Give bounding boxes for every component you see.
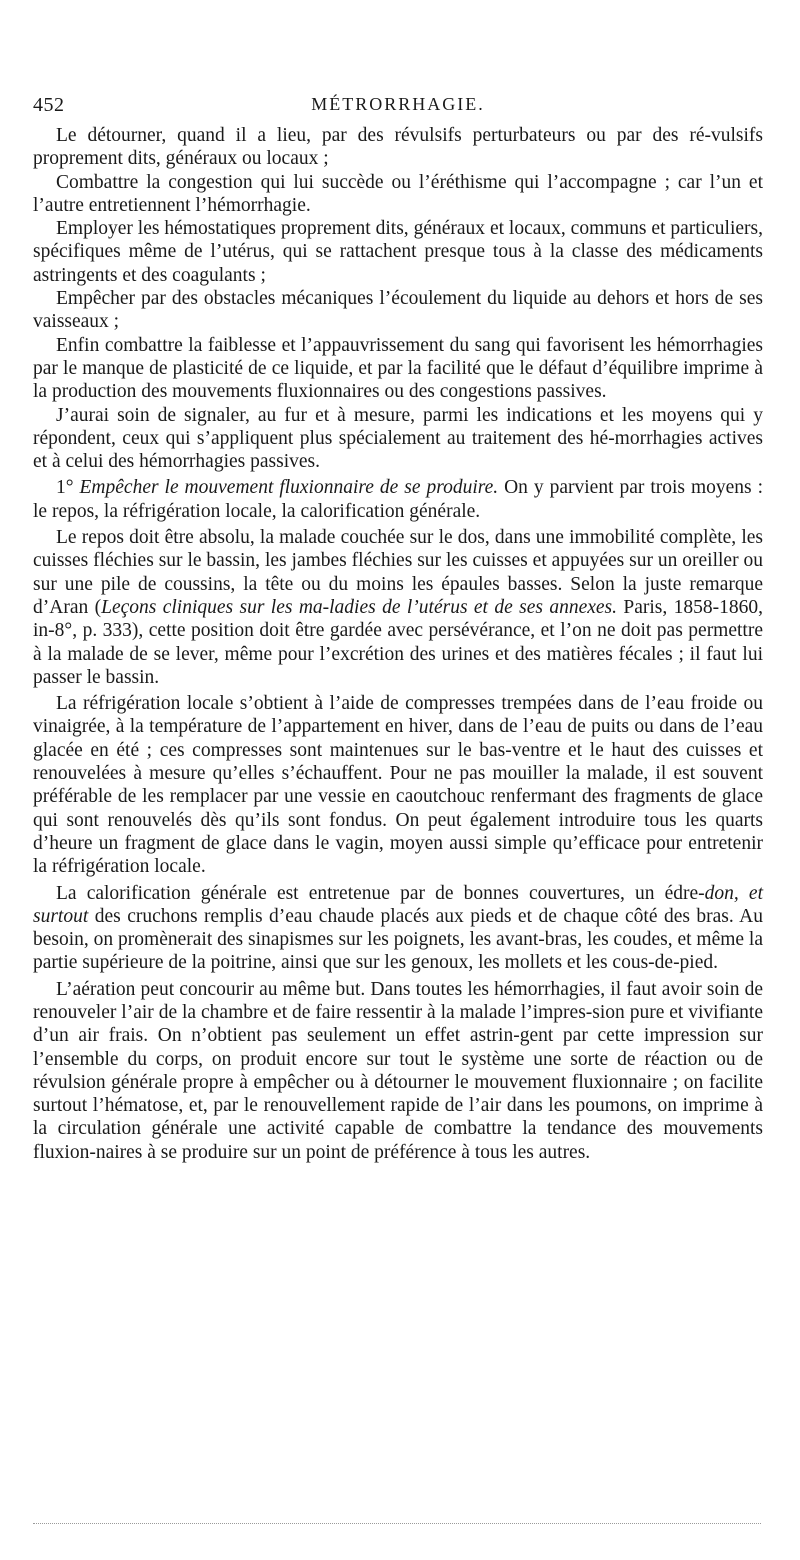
paragraph [33,217,763,287]
paragraph [33,692,763,878]
paragraph-text: Le repos doit être absolu, la malade couchée sur le dos, dans une immobilité complète, les cuisses fléchies sur le bassin, les jambes fléchies sur les cuisses et appuyées sur un oreiller ou sur une pile de coussins, la tête ou du moins les épaules basses. Selon la juste remarque d’Aran ( [33,527,763,618]
paragraph-text: L’aération peut concourir au même but. Dans toutes les hémorrhagies, il faut avoir soin de renouveler l’air de la chambre et de faire ressentir à la malade l’impres-sion pure et vivifiante d’un air frais. On n’obtient pas seulement un effet astrin-gent par cette impression sur l’ensemble du corps, on produit encore sur tout le système une sorte de réaction ou de révulsion générale propre à empêcher ou à détourner le mouvement fluxionnaire ; on facilite surtout l’hématose, et, par le renouvellement rapide de l’air dans les poumons, on imprime à la circulation générale une activité capable de combattre la tendance des mouvements fluxion-naires à se produire sur un point de préférence à tous les autres. [33,978,763,1163]
paragraph [33,526,763,689]
paragraph [33,171,763,218]
body-text [33,124,763,1164]
paragraph-text: On y parvient par trois moyens : le repos, la réfrigération locale, la calorification générale. [33,477,763,522]
paragraph [33,287,763,334]
paragraph-text: des cruchons remplis d’eau chaude placés aux pieds et de chaque côté des bras. Au besoin, on promènerait des sinapismes sur les poignets, les avant-bras, les coudes, et même la partie supérieure de la poitrine, ainsi que sur les genoux, les mollets et les cous-de-pied. [33,905,763,974]
paragraph [33,882,763,975]
paragraph [33,334,763,404]
paragraph [33,978,763,1164]
footer-rule [33,1523,761,1524]
paragraph-text: Enfin combattre la faiblesse et l’appauvrissement du sang qui favorisent les hémorrhagies par le manque de plasticité de ce liquide, et par la facilité que le défaut d’équilibre imprime à la production des mouvements fluxionnaires ou des congestions passives. [33,334,763,403]
italic-phrase: don, et surtout [33,882,763,927]
section-number: 1° [56,477,80,499]
running-head [33,90,763,124]
citation-title: Leçons cliniques sur les ma-ladies de l’utérus et de ses annexes. [101,596,618,618]
paragraph-text: J’aurai soin de signaler, au fur et à mesure, parmi les indications et les moyens qui y répondent, ceux qui s’appliquent plus spécialement au traitement des hé-morrhagies actives et à celui des hémorrhagies passives. [33,404,763,473]
paragraph-text: Combattre la congestion qui lui succède ou l’éréthisme qui l’accompagne ; car l’un et l’autre entretiennent l’hémorrhagie. [33,171,763,216]
paragraph-text: La réfrigération locale s’obtient à l’aide de compresses trempées dans de l’eau froide ou vinaigrée, à la température de l’appartement en hiver, dans de l’eau de puits ou dans de l’eau glacée en été ; ces compresses sont maintenues sur le bas-ventre et le haut des cuisses et renouvelées à mesure qu’elles s’échauffent. Pour ne pas mouiller la malade, il est souvent préférable de les remplacer par une vessie en caoutchouc renfermant des fragments de glace qui sont renouvelés dès qu’ils sont fondus. On peut également introduire tous les quarts d’heure un fragment de glace dans le vagin, moyen aussi simple qu’efficace pour entretenir la réfrigération locale. [33,693,763,878]
paragraph-text: Le détourner, quand il a lieu, par des révulsifs perturbateurs ou par des ré-vulsifs proprement dits, généraux ou locaux ; [33,125,763,170]
paragraph-text: Empêcher par des obstacles mécaniques l’écoulement du liquide au dehors et hors de ses vaisseaux ; [33,288,763,333]
paragraph [33,404,763,474]
section-heading: Empêcher le mouvement fluxionnaire de se produire. [79,477,499,499]
paragraph [33,124,763,171]
paragraph-text: Employer les hémostatiques proprement dits, généraux et locaux, communs et particuliers, spécifiques même de l’utérus, qui se rattachent presque tous à la classe des médicaments astringents et des coagulants ; [33,218,763,286]
page-number: 452 [33,94,65,116]
paragraph-text: La calorification générale est entretenue par de bonnes couvertures, un édre- [56,882,705,904]
document-page [33,90,763,1164]
paragraph-text: Paris, 1858-1860, in-8°, p. 333), cette position doit être gardée avec persévérance, et l’on ne doit pas permettre à la malade de se lever, même pour l’excrétion des urines et des matières fécales ; il faut lui passer le bassin. [33,596,764,688]
running-title: MÉTRORRHAGIE. [311,94,485,114]
section-heading-paragraph [33,476,763,523]
